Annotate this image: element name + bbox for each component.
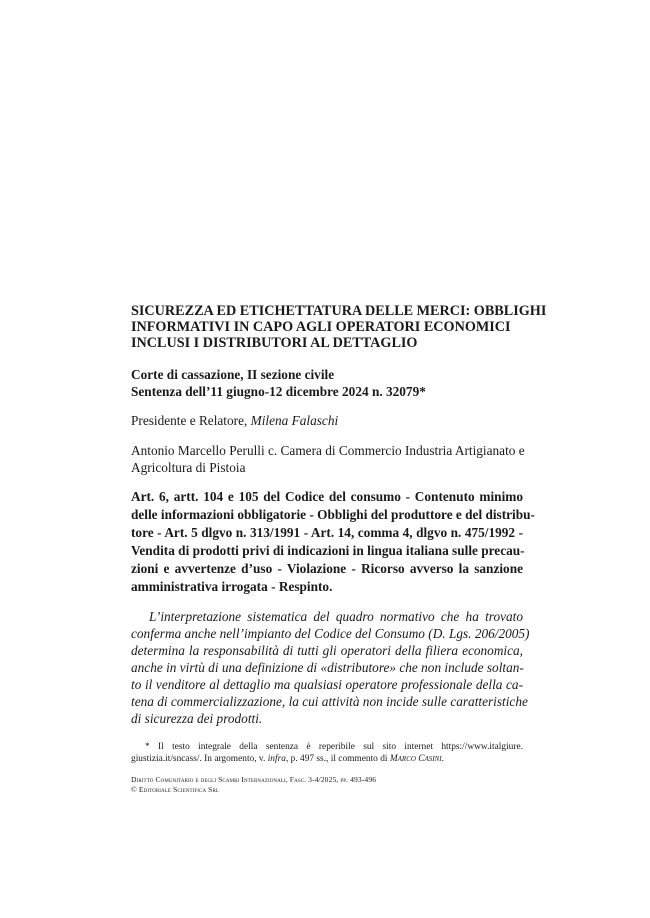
footnote-infra: infra bbox=[267, 754, 286, 765]
journal-imprint bbox=[131, 775, 523, 794]
footnote-line bbox=[131, 753, 523, 765]
footnote-line: * Il testo integrale della sentenza è reperibile sul sito internet https://www.italgiure. bbox=[145, 742, 523, 753]
principle-line: to il venditore al dettaglio ma qualsiasi operatore professionale della ca- bbox=[131, 676, 523, 692]
keywords-block bbox=[131, 488, 535, 596]
principle-line: conferma anche nell’impianto del Codice del Consumo (D. Lgs. 206/2005) bbox=[131, 625, 530, 641]
parties-block bbox=[131, 442, 523, 476]
article-title-line: INCLUSI I DISTRIBUTORI AL DETTAGLIO bbox=[131, 335, 418, 352]
keywords-line: zioni e avvertenze d’uso - Violazione - Ricorso avverso la sanzione bbox=[131, 560, 523, 576]
article-title bbox=[131, 303, 547, 352]
president-name: Milena Falaschi bbox=[250, 412, 339, 428]
principle-line: di sicurezza dei prodotti. bbox=[131, 711, 263, 727]
legal-principle bbox=[131, 608, 530, 728]
keywords-line: tore - Art. 5 dlgvo n. 313/1991 - Art. 14, comma 4, dlgvo n. 475/1992 - bbox=[131, 524, 523, 540]
principle-line: determina la responsabilità di tutti gli operatori della filiera economica, bbox=[131, 642, 523, 658]
parties-line: Agricoltura di Pistoia bbox=[131, 459, 246, 475]
judgment-reference: Sentenza dell’11 giugno-12 dicembre 2024 n. 32079* bbox=[131, 383, 426, 399]
footnote-text: giustizia.it/sncass/. In argomento, v. bbox=[131, 754, 266, 765]
court-name: Corte di cassazione, II sezione civile bbox=[131, 366, 335, 382]
keywords-line: delle informazioni obbligatorie - Obblighi del produttore e del distribu- bbox=[131, 506, 535, 522]
parties-line: Antonio Marcello Perulli c. Camera di Commercio Industria Artigianato e bbox=[131, 442, 525, 458]
court-heading bbox=[131, 366, 523, 400]
keywords-line: Vendita di prodotti privi di indicazioni in lingua italiana sulle precau- bbox=[131, 542, 525, 558]
article-title-line: INFORMATIVI IN CAPO AGLI OPERATORI ECONOMICI bbox=[131, 319, 511, 336]
principle-line: L’interpretazione sistematica del quadro normativo che ha trovato bbox=[149, 608, 523, 624]
article-title-line: SICUREZZA ED ETICHETTATURA DELLE MERCI: OBBLIGHI bbox=[131, 303, 547, 319]
keywords-line: Art. 6, artt. 104 e 105 del Codice del consumo - Contenuto minimo bbox=[131, 488, 523, 504]
publisher-copyright: © Editoriale Scientifica Srl bbox=[131, 784, 220, 794]
footnote bbox=[131, 741, 523, 765]
principle-line: tena di commercializzazione, la cui attività non incide sulle caratteristiche bbox=[131, 694, 528, 710]
principle-line: anche in virtù di una definizione di «distributore» che non include soltan- bbox=[131, 659, 524, 675]
president-label: Presidente e Relatore, bbox=[131, 412, 248, 428]
footnote-text: . bbox=[441, 754, 444, 765]
document-page bbox=[131, 303, 547, 794]
journal-citation: Diritto Comunitario e degli Scambi Internazionali, Fasc. 3-4/2025, pp. 493-496 bbox=[131, 775, 377, 785]
keywords-line: amministrativa irrogata - Respinto. bbox=[131, 578, 333, 594]
president-line bbox=[131, 412, 523, 429]
footnote-text: , p. 497 ss., il commento di bbox=[285, 754, 388, 765]
footnote-author: Marco Casini bbox=[389, 754, 442, 765]
